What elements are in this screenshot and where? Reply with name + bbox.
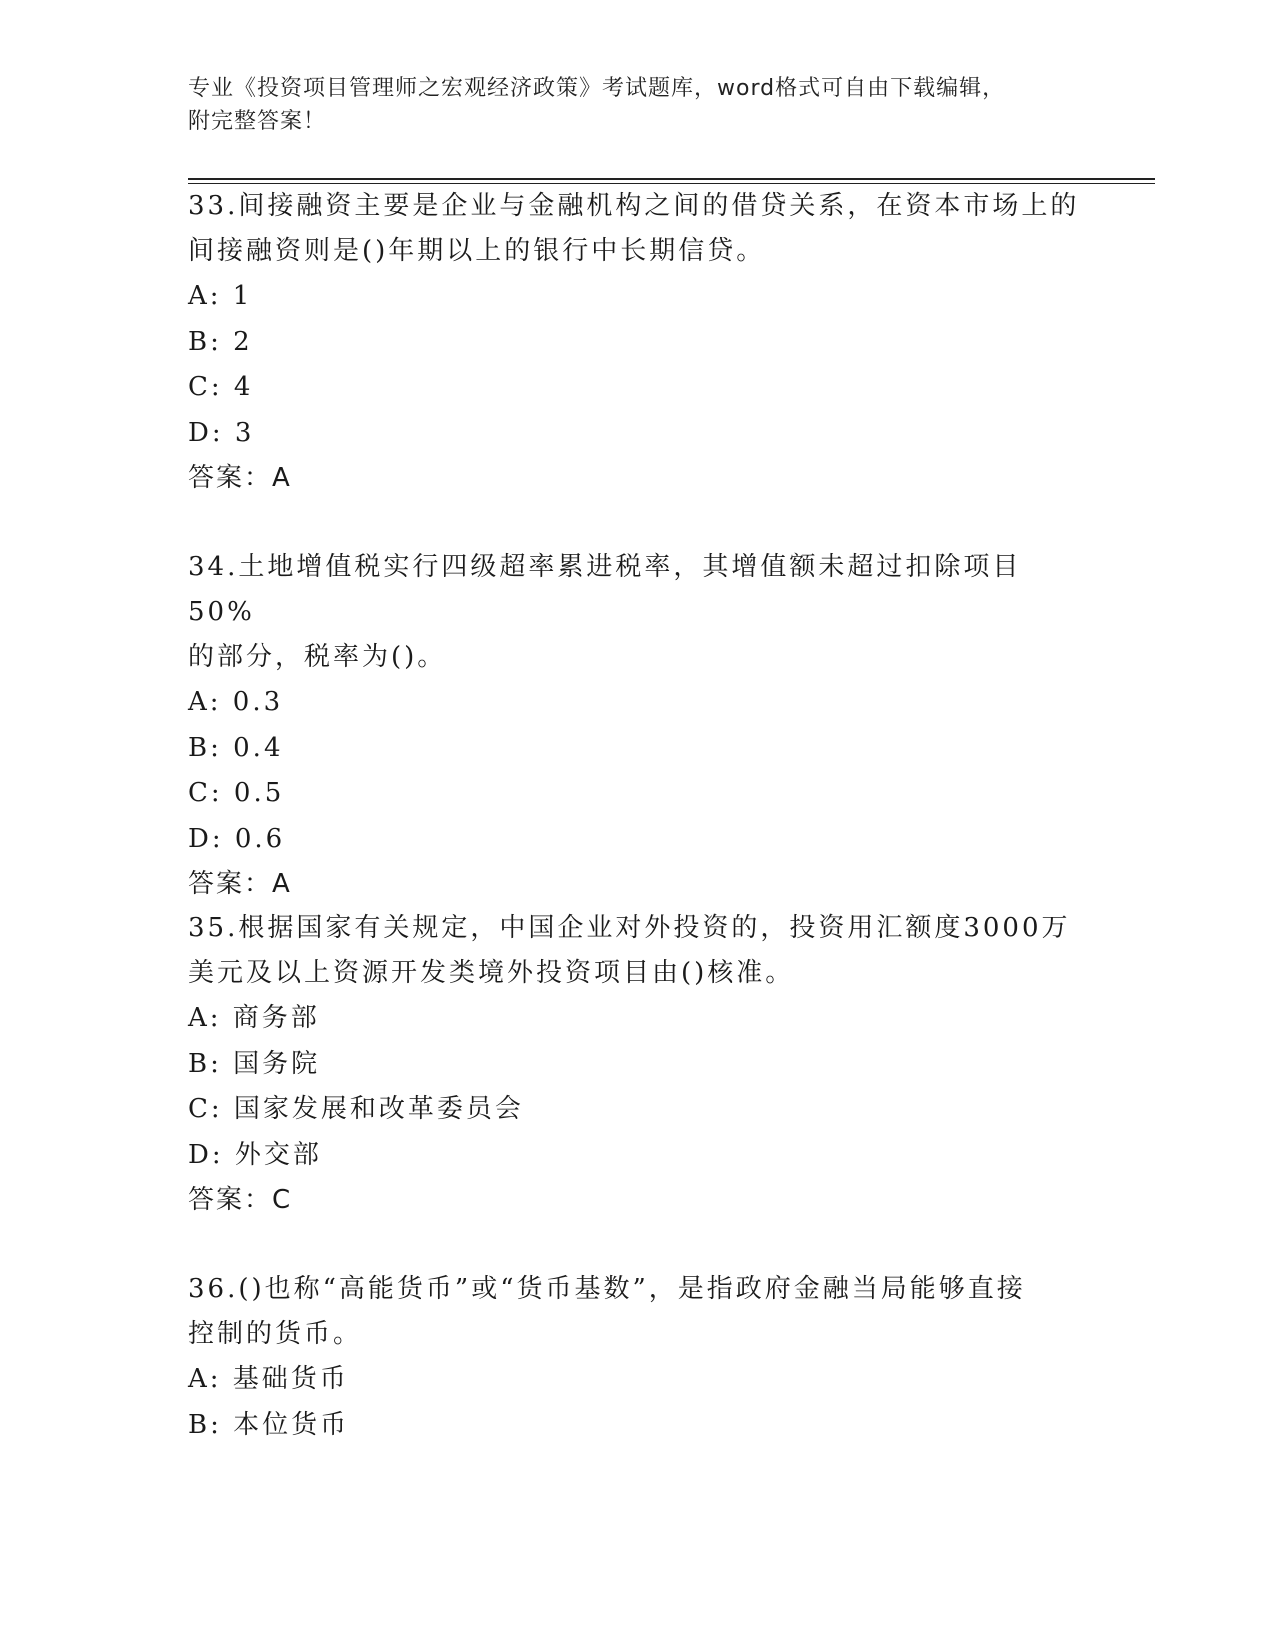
question-35	[188, 906, 1088, 1223]
question-34	[188, 545, 1088, 907]
header-divider-thick	[188, 178, 1155, 180]
option-d: D: 外交部	[188, 1139, 322, 1170]
question-36	[188, 1267, 1088, 1448]
question-33	[188, 184, 1088, 501]
header-line-1: 专业《投资项目管理师之宏观经济政策》考试题库，word格式可自由下载编辑，	[188, 76, 1006, 101]
answer-line: 答案：A	[188, 463, 292, 493]
option-c: C: 0.5	[188, 778, 285, 808]
question-stem-line: 35.根据国家有关规定，中国企业对外投资的，投资用汇额度3000万	[188, 913, 1071, 943]
option-b: B: 本位货币	[188, 1409, 350, 1440]
document-header	[188, 72, 1088, 138]
option-b: B: 0.4	[188, 732, 284, 763]
option-d: D: 3	[188, 417, 255, 448]
question-stem-line: 美元及以上资源开发类境外投资项目由()核准。	[188, 958, 795, 988]
option-b: B: 国务院	[188, 1048, 321, 1079]
question-stem-line: 的部分，税率为()。	[188, 642, 447, 672]
option-b: B: 2	[188, 326, 253, 357]
option-a: A: 1	[188, 281, 253, 311]
question-stem-line: 33.间接融资主要是企业与金融机构之间的借贷关系，在资本市场上的	[188, 191, 1080, 221]
option-a: A: 0.3	[188, 687, 284, 717]
question-stem-line: 36.()也称“高能货币”或“货币基数”，是指政府金融当局能够直接	[188, 1274, 1026, 1304]
option-a: A: 基础货币	[188, 1364, 349, 1394]
header-line-2: 附完整答案！	[188, 109, 327, 134]
answer-line: 答案：C	[188, 1185, 293, 1215]
option-c: C: 4	[188, 372, 254, 402]
option-a: A: 商务部	[188, 1003, 320, 1033]
answer-line: 答案：A	[188, 869, 292, 899]
question-stem-line: 间接融资则是()年期以上的银行中长期信贷。	[188, 236, 766, 266]
question-stem-line: 34.土地增值税实行四级超率累进税率，其增值额未超过扣除项目50%	[188, 552, 1022, 627]
question-stem-line: 控制的货币。	[188, 1319, 363, 1349]
option-d: D: 0.6	[188, 823, 286, 854]
option-c: C: 国家发展和改革委员会	[188, 1094, 524, 1124]
